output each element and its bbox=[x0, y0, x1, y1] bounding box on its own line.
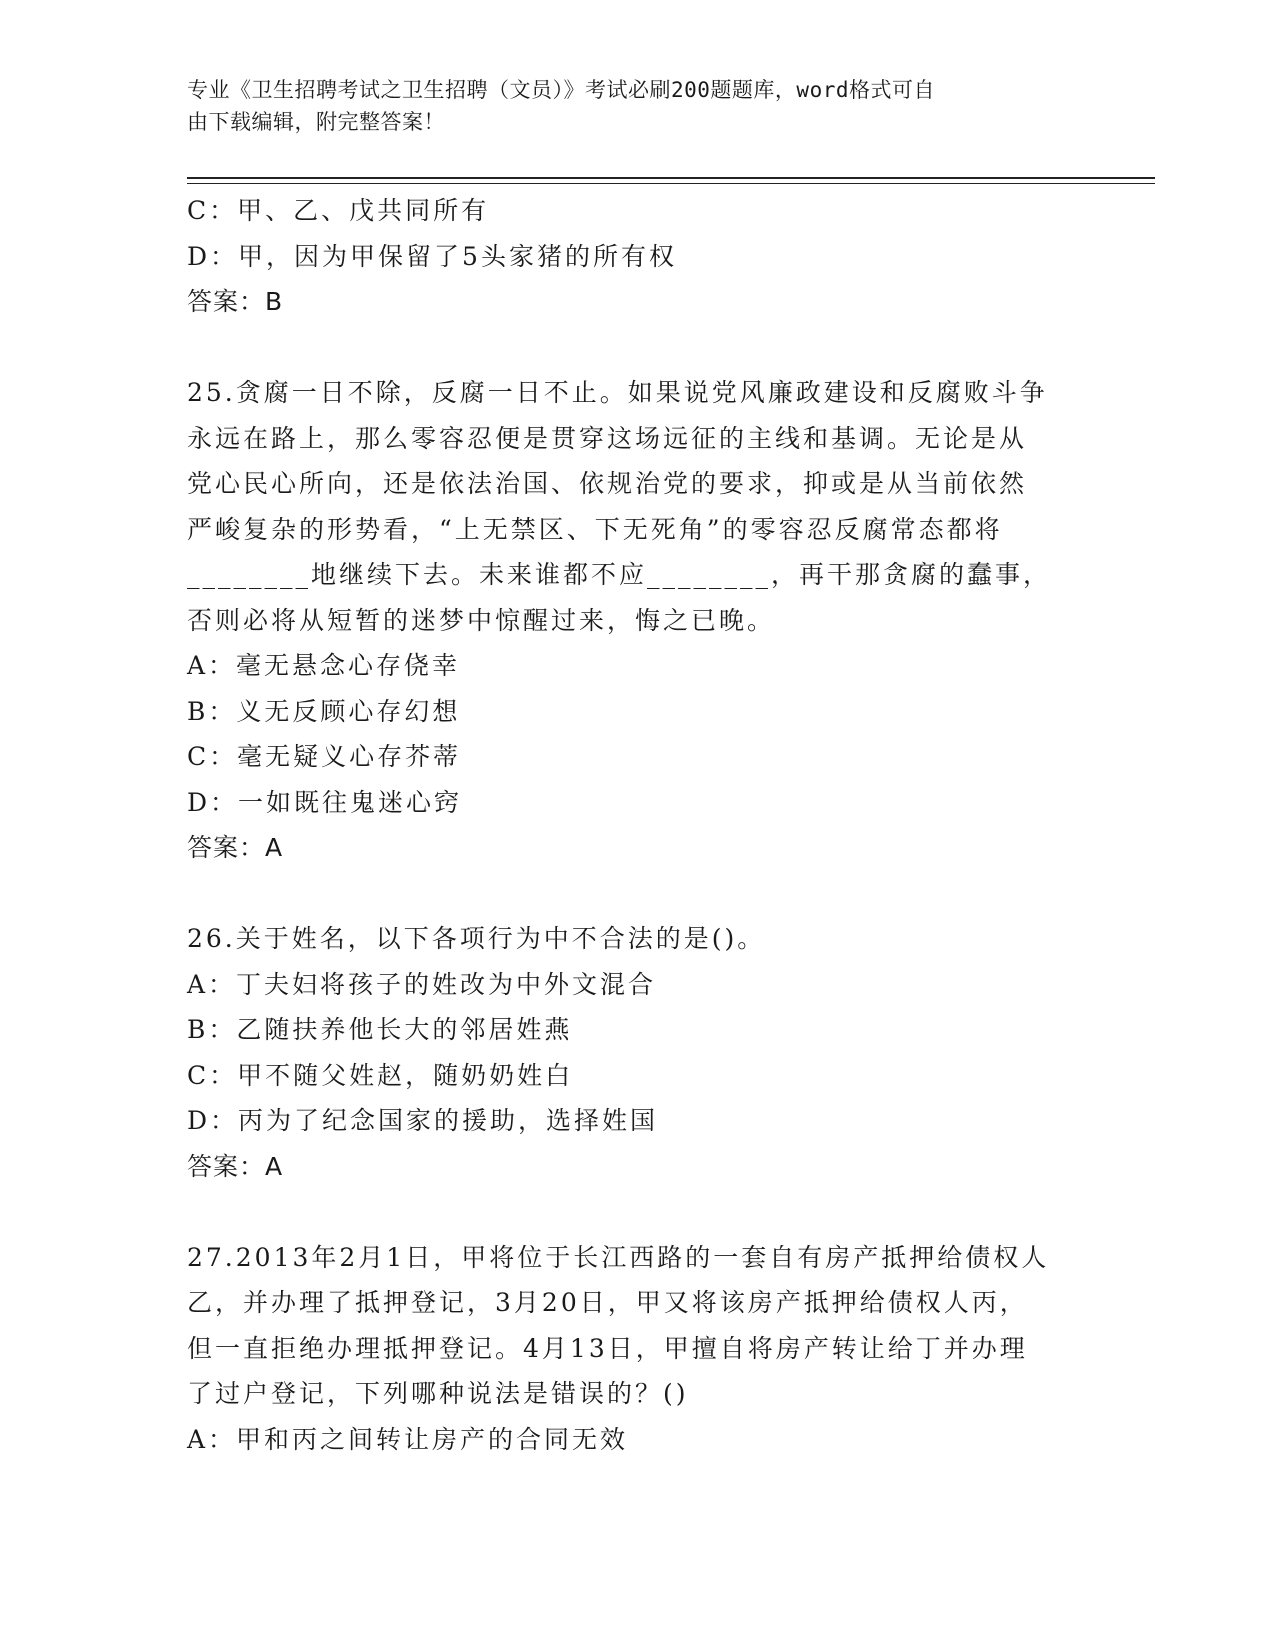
option-c: C：毫无疑义心存芥蒂 bbox=[187, 742, 462, 771]
question-stem-line: 了过户登记，下列哪种说法是错误的？() bbox=[187, 1379, 689, 1408]
previous-question bbox=[187, 188, 1087, 325]
option-c: C：甲、乙、戊共同所有 bbox=[187, 196, 490, 225]
answer-line: 答案：A bbox=[187, 833, 284, 862]
header-line-2: 由下载编辑，附完整答案！ bbox=[187, 110, 445, 134]
spacer bbox=[187, 871, 1087, 917]
header-divider-thick bbox=[187, 177, 1155, 179]
spacer bbox=[187, 1189, 1087, 1235]
question-stem-line: ________地继续下去。未来谁都不应________，再干那贪腐的蠢事， bbox=[187, 560, 1052, 589]
option-d: D：甲，因为甲保留了5头家猪的所有权 bbox=[187, 241, 677, 271]
option-d: D：一如既往鬼迷心窍 bbox=[187, 787, 463, 817]
option-a: A：毫无悬念心存侥幸 bbox=[187, 651, 461, 680]
question-stem-line: 27.2013年2月1日，甲将位于长江西路的一套自有房产抵押给债权人 bbox=[187, 1242, 1050, 1272]
document-header bbox=[187, 74, 1067, 138]
question-stem-line: 否则必将从短暂的迷梦中惊醒过来，悔之已晚。 bbox=[187, 605, 776, 635]
question-26 bbox=[187, 916, 1087, 1189]
spacer bbox=[187, 325, 1087, 371]
question-content bbox=[187, 188, 1087, 1462]
question-stem-line: 党心民心所向，还是依法治国、依规治党的要求，抑或是从当前依然 bbox=[187, 469, 1028, 498]
question-25 bbox=[187, 370, 1087, 871]
question-stem-line: 26.关于姓名，以下各项行为中不合法的是()。 bbox=[187, 924, 766, 953]
header-line-1: 专业《卫生招聘考试之卫生招聘（文员）》考试必刷200题题库，word格式可自 bbox=[187, 78, 935, 102]
question-stem-line: 严峻复杂的形势看，“上无禁区、下无死角”的零容忍反腐常态都将 bbox=[187, 514, 1003, 544]
question-stem-line: 25.贪腐一日不除，反腐一日不止。如果说党风廉政建设和反腐败斗争 bbox=[187, 378, 1048, 407]
option-b: B：义无反顾心存幻想 bbox=[187, 696, 461, 726]
option-a: A：丁夫妇将孩子的姓改为中外文混合 bbox=[187, 969, 657, 999]
question-stem-line: 乙，并办理了抵押登记，3月20日，甲又将该房产抵押给债权人丙， bbox=[187, 1288, 1028, 1317]
question-stem-line: 但一直拒绝办理抵押登记。4月13日，甲擅自将房产转让给丁并办理 bbox=[187, 1333, 1028, 1363]
option-b: B：乙随扶养他长大的邻居姓燕 bbox=[187, 1015, 573, 1044]
option-a: A：甲和丙之间转让房产的合同无效 bbox=[187, 1424, 629, 1454]
header-divider-thin bbox=[187, 183, 1155, 184]
question-27 bbox=[187, 1235, 1087, 1463]
answer-line: 答案：B bbox=[187, 287, 284, 316]
answer-line: 答案：A bbox=[187, 1151, 284, 1181]
option-d: D：丙为了纪念国家的援助，选择姓国 bbox=[187, 1106, 659, 1135]
option-c: C：甲不随父姓赵，随奶奶姓白 bbox=[187, 1060, 574, 1090]
question-stem-line: 永远在路上，那么零容忍便是贯穿这场远征的主线和基调。无论是从 bbox=[187, 423, 1028, 453]
